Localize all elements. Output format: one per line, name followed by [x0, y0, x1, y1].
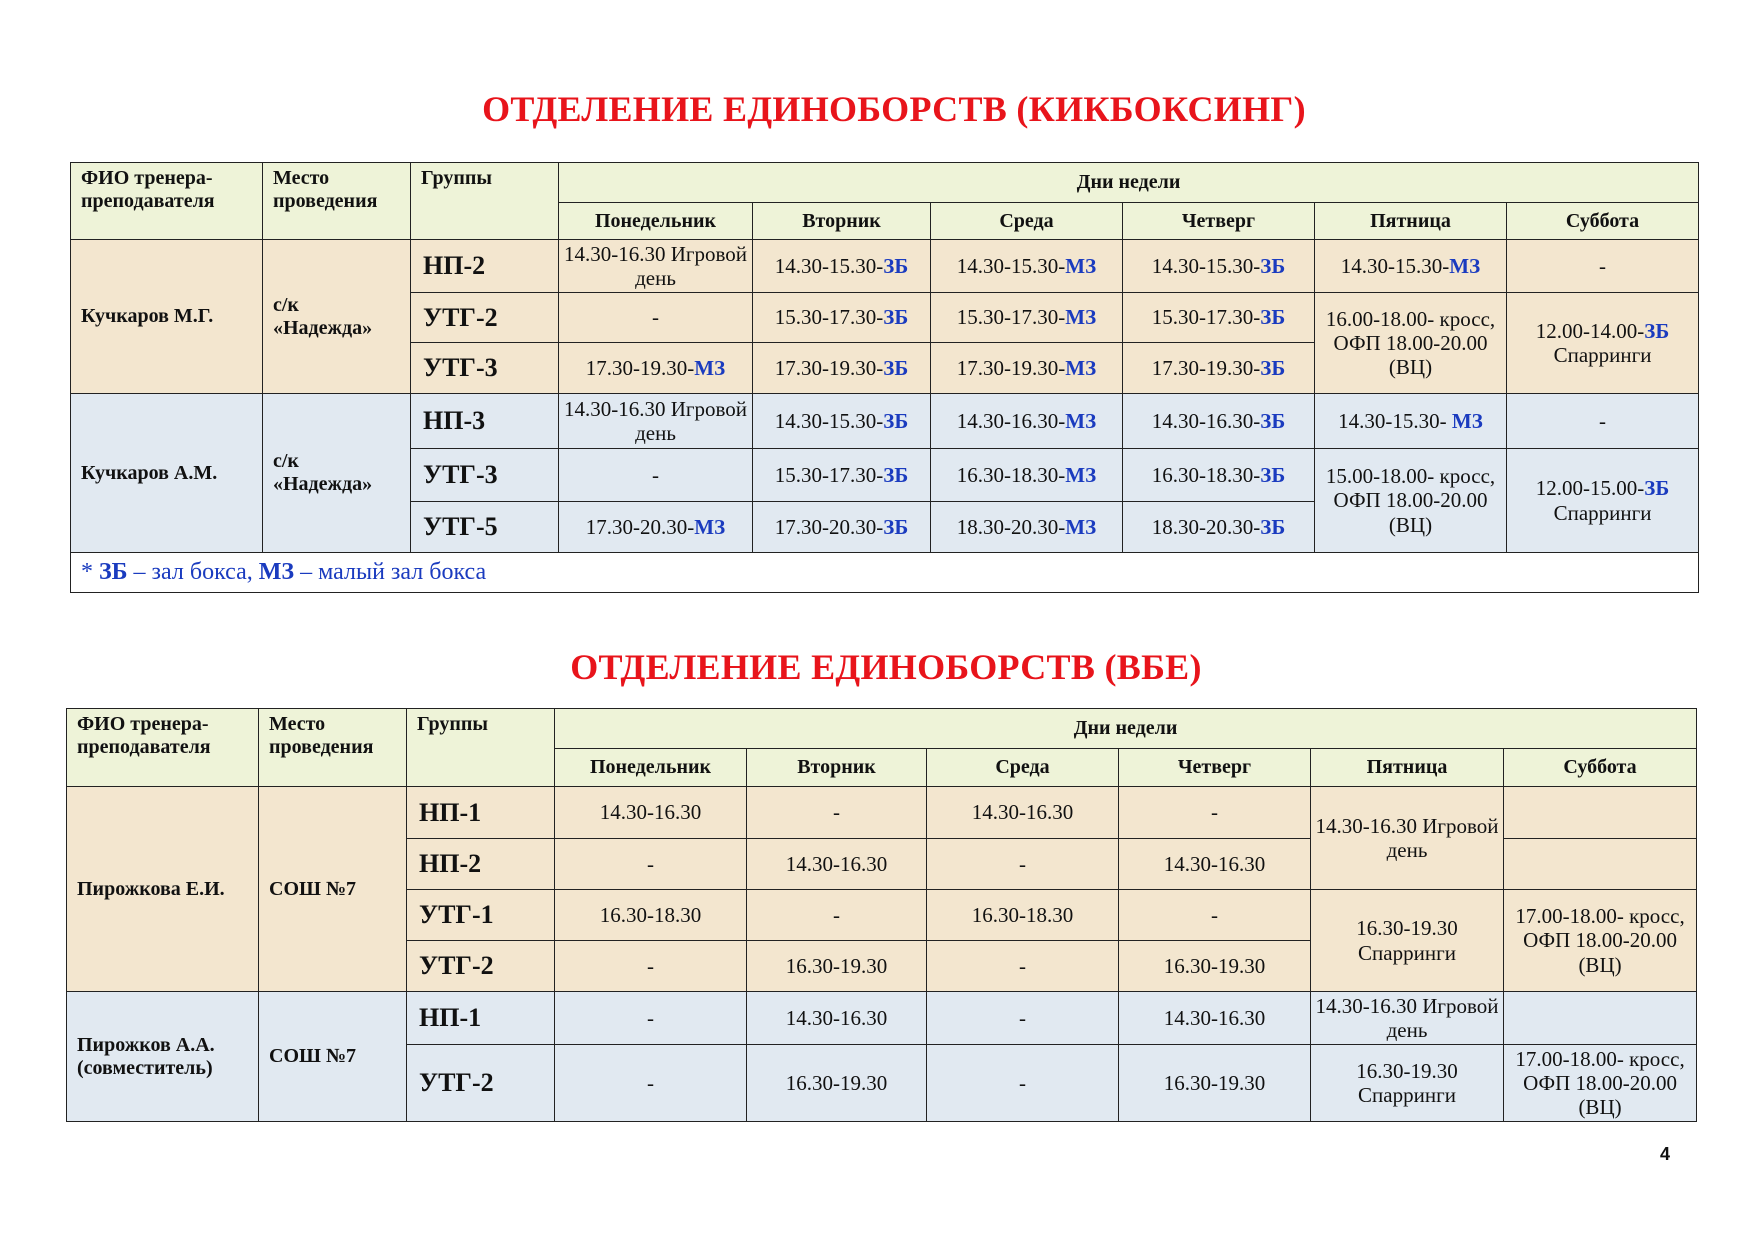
header-wednesday: Среда [931, 203, 1123, 240]
schedule-cell: - [1119, 890, 1311, 941]
schedule-cell: 14.30-16.30 [1119, 992, 1311, 1045]
header-groups: Группы [411, 163, 559, 240]
schedule-cell: 14.30-16.30 Игровой день [559, 394, 753, 449]
schedule-cell: 16.30-18.30-МЗ [931, 449, 1123, 502]
schedule-cell: 14.30-15.30-МЗ [1315, 240, 1507, 293]
schedule-cell: 16.30-19.30 [1119, 1045, 1311, 1122]
schedule-cell: 14.30-16.30-МЗ [931, 394, 1123, 449]
schedule-cell: 14.30-15.30- МЗ [1315, 394, 1507, 449]
schedule-cell: 17.30-19.30-ЗБ [753, 343, 931, 394]
schedule-cell: 15.30-17.30-МЗ [931, 293, 1123, 343]
schedule-cell [1504, 787, 1697, 839]
legend-note: * ЗБ – зал бокса, МЗ – малый зал бокса [71, 553, 1699, 593]
schedule-cell [1504, 992, 1697, 1045]
schedule-cell: - [555, 941, 747, 992]
schedule-cell: 17.00-18.00- кросс, ОФП 18.00-20.00 (ВЦ) [1504, 890, 1697, 992]
schedule-cell: - [747, 890, 927, 941]
group-label: УТГ-3 [411, 449, 559, 502]
schedule-cell: 14.30-16.30 Игровой день [559, 240, 753, 293]
schedule-cell: - [927, 839, 1119, 890]
header-place: Место проведения [259, 709, 407, 787]
vbe-title: ОТДЕЛЕНИЕ ЕДИНОБОРСТВ (ВБЕ) [570, 647, 1202, 687]
schedule-cell: 14.30-16.30 [747, 992, 927, 1045]
trainer-name: Кучкаров А.М. [71, 394, 263, 553]
schedule-cell: 17.30-20.30-ЗБ [753, 502, 931, 553]
schedule-cell: - [1507, 394, 1699, 449]
header-groups: Группы [407, 709, 555, 787]
group-label: УТГ-2 [407, 941, 555, 992]
page-number: 4 [1659, 1144, 1670, 1164]
schedule-cell: 16.00-18.00- кросс, ОФП 18.00-20.00 (ВЦ) [1315, 293, 1507, 394]
schedule-cell: 15.30-17.30-ЗБ [753, 449, 931, 502]
header-monday: Понедельник [555, 749, 747, 787]
group-label: УТГ-2 [411, 293, 559, 343]
header-trainer: ФИО тренера-преподавателя [71, 163, 263, 240]
trainer-name: Кучкаров М.Г. [71, 240, 263, 394]
venue: СОШ №7 [259, 992, 407, 1122]
schedule-cell: 17.30-19.30-ЗБ [1123, 343, 1315, 394]
header-saturday: Суббота [1504, 749, 1697, 787]
header-thursday: Четверг [1123, 203, 1315, 240]
schedule-cell: 15.30-17.30-ЗБ [753, 293, 931, 343]
kickboxing-schedule-table [70, 162, 1699, 593]
trainer-name: Пирожков А.А. (совместитель) [67, 992, 259, 1122]
schedule-cell: 14.30-16.30 [747, 839, 927, 890]
group-label: УТГ-3 [411, 343, 559, 394]
schedule-cell: 14.30-16.30 [555, 787, 747, 839]
schedule-cell: 16.30-19.30 [747, 941, 927, 992]
schedule-cell: - [1119, 787, 1311, 839]
schedule-cell: - [927, 1045, 1119, 1122]
schedule-cell: 14.30-15.30-ЗБ [753, 240, 931, 293]
schedule-cell: 14.30-16.30 [927, 787, 1119, 839]
schedule-cell: 17.30-19.30-МЗ [931, 343, 1123, 394]
schedule-cell: 16.30-19.30 [1119, 941, 1311, 992]
header-days-of-week: Дни недели [559, 163, 1699, 203]
group-label: НП-2 [407, 839, 555, 890]
venue: с/к «Надежда» [263, 240, 411, 394]
schedule-cell: 16.30-18.30-ЗБ [1123, 449, 1315, 502]
schedule-cell: 16.30-19.30 Спарринги [1311, 890, 1504, 992]
group-label: УТГ-1 [407, 890, 555, 941]
schedule-cell: 16.30-19.30 [747, 1045, 927, 1122]
schedule-cell: 18.30-20.30-МЗ [931, 502, 1123, 553]
schedule-cell: 17.30-20.30-МЗ [559, 502, 753, 553]
header-monday: Понедельник [559, 203, 753, 240]
group-label: НП-1 [407, 992, 555, 1045]
schedule-cell: 14.30-16.30 Игровой день [1311, 992, 1504, 1045]
schedule-cell: 14.30-15.30-ЗБ [753, 394, 931, 449]
venue: с/к «Надежда» [263, 394, 411, 553]
schedule-cell: 14.30-16.30 Игровой день [1311, 787, 1504, 890]
schedule-cell: - [927, 941, 1119, 992]
kickboxing-title: ОТДЕЛЕНИЕ ЕДИНОБОРСТВ (КИКБОКСИНГ) [482, 89, 1306, 129]
schedule-cell: 14.30-15.30-МЗ [931, 240, 1123, 293]
schedule-cell: 14.30-16.30-ЗБ [1123, 394, 1315, 449]
schedule-cell: 15.00-18.00- кросс, ОФП 18.00-20.00 (ВЦ) [1315, 449, 1507, 553]
schedule-cell: 17.30-19.30-МЗ [559, 343, 753, 394]
schedule-cell: 15.30-17.30-ЗБ [1123, 293, 1315, 343]
group-label: УТГ-2 [407, 1045, 555, 1122]
header-thursday: Четверг [1119, 749, 1311, 787]
schedule-cell: 18.30-20.30-ЗБ [1123, 502, 1315, 553]
schedule-cell: - [559, 449, 753, 502]
header-friday: Пятница [1315, 203, 1507, 240]
schedule-cell: - [927, 992, 1119, 1045]
schedule-cell: - [555, 1045, 747, 1122]
header-tuesday: Вторник [747, 749, 927, 787]
schedule-cell: 14.30-16.30 [1119, 839, 1311, 890]
group-label: НП-2 [411, 240, 559, 293]
header-days-of-week: Дни недели [555, 709, 1697, 749]
trainer-name: Пирожкова Е.И. [67, 787, 259, 992]
vbe-schedule-table [66, 708, 1697, 1122]
group-label: УТГ-5 [411, 502, 559, 553]
header-friday: Пятница [1311, 749, 1504, 787]
schedule-cell: 16.30-19.30 Спарринги [1311, 1045, 1504, 1122]
schedule-cell: - [1507, 240, 1699, 293]
schedule-cell: 17.00-18.00- кросс, ОФП 18.00-20.00 (ВЦ) [1504, 1045, 1697, 1122]
schedule-cell: 12.00-15.00-ЗБ Спарринги [1507, 449, 1699, 553]
schedule-cell: - [555, 839, 747, 890]
schedule-cell: 14.30-15.30-ЗБ [1123, 240, 1315, 293]
schedule-cell: - [559, 293, 753, 343]
schedule-cell [1504, 839, 1697, 890]
header-place: Место проведения [263, 163, 411, 240]
header-trainer: ФИО тренера-преподавателя [67, 709, 259, 787]
header-wednesday: Среда [927, 749, 1119, 787]
header-saturday: Суббота [1507, 203, 1699, 240]
schedule-cell: 12.00-14.00-ЗБ Спарринги [1507, 293, 1699, 394]
group-label: НП-1 [407, 787, 555, 839]
schedule-cell: 16.30-18.30 [927, 890, 1119, 941]
schedule-cell: - [747, 787, 927, 839]
venue: СОШ №7 [259, 787, 407, 992]
group-label: НП-3 [411, 394, 559, 449]
schedule-cell: 16.30-18.30 [555, 890, 747, 941]
header-tuesday: Вторник [753, 203, 931, 240]
schedule-cell: - [555, 992, 747, 1045]
